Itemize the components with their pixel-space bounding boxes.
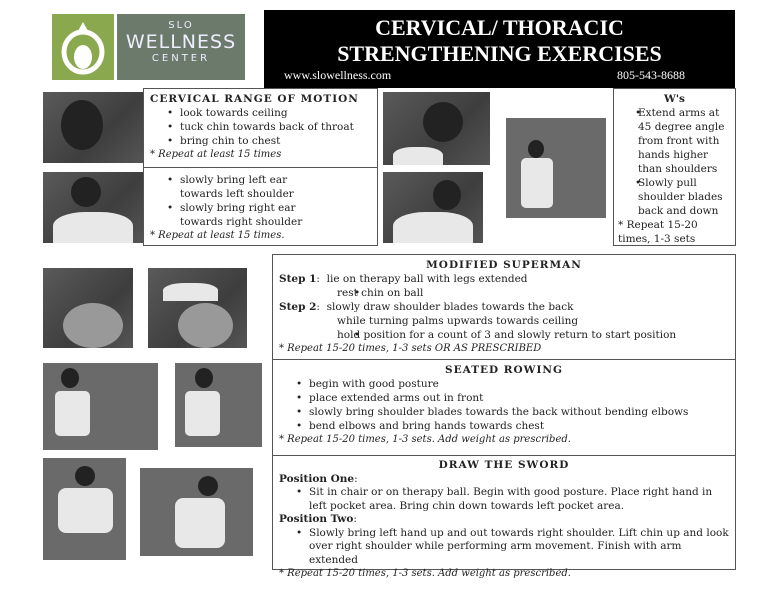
photo-look-ceiling xyxy=(43,92,143,163)
header-banner xyxy=(264,10,735,88)
list-item: • Extend arms at 45 degree angle from front with hands higher than shoulders xyxy=(618,106,731,176)
cervical-title: CERVICAL RANGE OF MOTION xyxy=(150,93,359,105)
logo-line1: SLO xyxy=(168,20,194,31)
position-two-label: Position Two xyxy=(279,513,354,525)
list-item: • hold position for a count of 3 and slowly return to start position xyxy=(337,328,729,342)
list-item: • bend elbows and bring hands towards chest xyxy=(279,419,729,433)
repeat-note: * Repeat 15-20 times, 1-3 sets. Add weight as prescribed. xyxy=(279,434,571,445)
phone-number: 805-543-8688 xyxy=(617,68,685,82)
list-item: • slowly bring left ear towards left shoulder xyxy=(150,173,325,201)
list-item: • look towards ceiling xyxy=(150,106,371,120)
list-item: • Slowly pull shoulder blades back and down xyxy=(618,176,731,218)
repeat-note: * Repeat 15-20 times, 1-3 sets. Add weight as prescribed. xyxy=(279,568,571,579)
photo-superman-2 xyxy=(148,268,247,348)
list-item: • slowly bring shoulder blades towards the back without bending elbows xyxy=(279,405,729,419)
list-item: • Sit in chair or on therapy ball. Begin with good posture. Place right hand in left pocket area. Bring chin down towards left pocket area. xyxy=(279,486,729,513)
logo-icon xyxy=(52,14,114,80)
step-1: Step 1: lie on therapy ball with legs extended xyxy=(279,273,528,285)
logo-text xyxy=(117,14,245,80)
logo-line3: CENTER xyxy=(151,53,211,64)
cervical-lateral-box xyxy=(143,167,378,246)
photo-ear-right xyxy=(383,172,483,243)
page-title: CERVICAL/ THORACIC STRENGTHENING EXERCISES xyxy=(337,15,662,66)
photo-rowing-2 xyxy=(175,363,262,447)
repeat-note: * Repeat at least 15 times xyxy=(150,149,282,160)
website-link[interactable]: www.slowellness.com xyxy=(284,68,392,82)
logo-line2: WELLNESS xyxy=(125,31,237,53)
repeat-note: * Repeat 15-20 times, 1-3 sets OR AS PRESCRIBED xyxy=(279,343,542,354)
list-item: • tuck chin towards back of throat xyxy=(150,120,371,134)
list-item: • bring chin to chest xyxy=(150,134,371,148)
repeat-note: * Repeat 15-20 times, 1-3 sets xyxy=(618,219,698,245)
rowing-title: SEATED ROWING xyxy=(445,364,563,376)
list-item: • place extended arms out in front xyxy=(279,391,729,405)
photo-sword-1 xyxy=(43,458,126,560)
seated-rowing-box xyxy=(272,359,736,456)
list-item: • slowly bring right ear towards right shoulder xyxy=(150,201,325,229)
photo-rowing-1 xyxy=(43,363,158,450)
draw-sword-box: DRAW THE SWORD Position One: • Sit in chair or on therapy ball. Begin with good posture. Place right hand in left pocket area. Bring chin down towards left pocket area. Position Two: • Slowly bring left hand up and out towards right shoulder. Lift chin up and look over right shoulder while performing arm movement. Finish with arm extended * Repeat 15-20 times, 1-3 sets. Add weight as prescribed. xyxy=(272,455,736,570)
photo-ear-left xyxy=(43,172,143,243)
sword-title: DRAW THE SWORD xyxy=(438,459,570,471)
position-one-label: Position One xyxy=(279,472,355,485)
photo-chin-chest xyxy=(383,92,490,165)
step-2-continued: while turning palms upwards towards ceiling xyxy=(337,315,579,327)
superman-title: MODIFIED SUPERMAN xyxy=(426,259,582,271)
list-item: • begin with good posture xyxy=(279,377,729,391)
ws-title: W's xyxy=(664,93,685,105)
logo-mark xyxy=(52,14,114,80)
photo-sword-2 xyxy=(140,468,253,556)
list-item: • Slowly bring left hand up and out towards right shoulder. Lift chin up and look over right shoulder while performing arm movement. Finish with arm extended xyxy=(279,527,729,568)
list-item: • rest chin on ball xyxy=(337,286,729,300)
superman-box xyxy=(272,254,736,360)
repeat-note: * Repeat at least 15 times. xyxy=(150,230,285,241)
photo-ws xyxy=(506,118,606,218)
cervical-rom-box xyxy=(143,88,378,168)
step-2: Step 2: slowly draw shoulder blades towards the back xyxy=(279,301,574,313)
ws-box xyxy=(613,88,736,246)
photo-superman-1 xyxy=(43,268,133,348)
